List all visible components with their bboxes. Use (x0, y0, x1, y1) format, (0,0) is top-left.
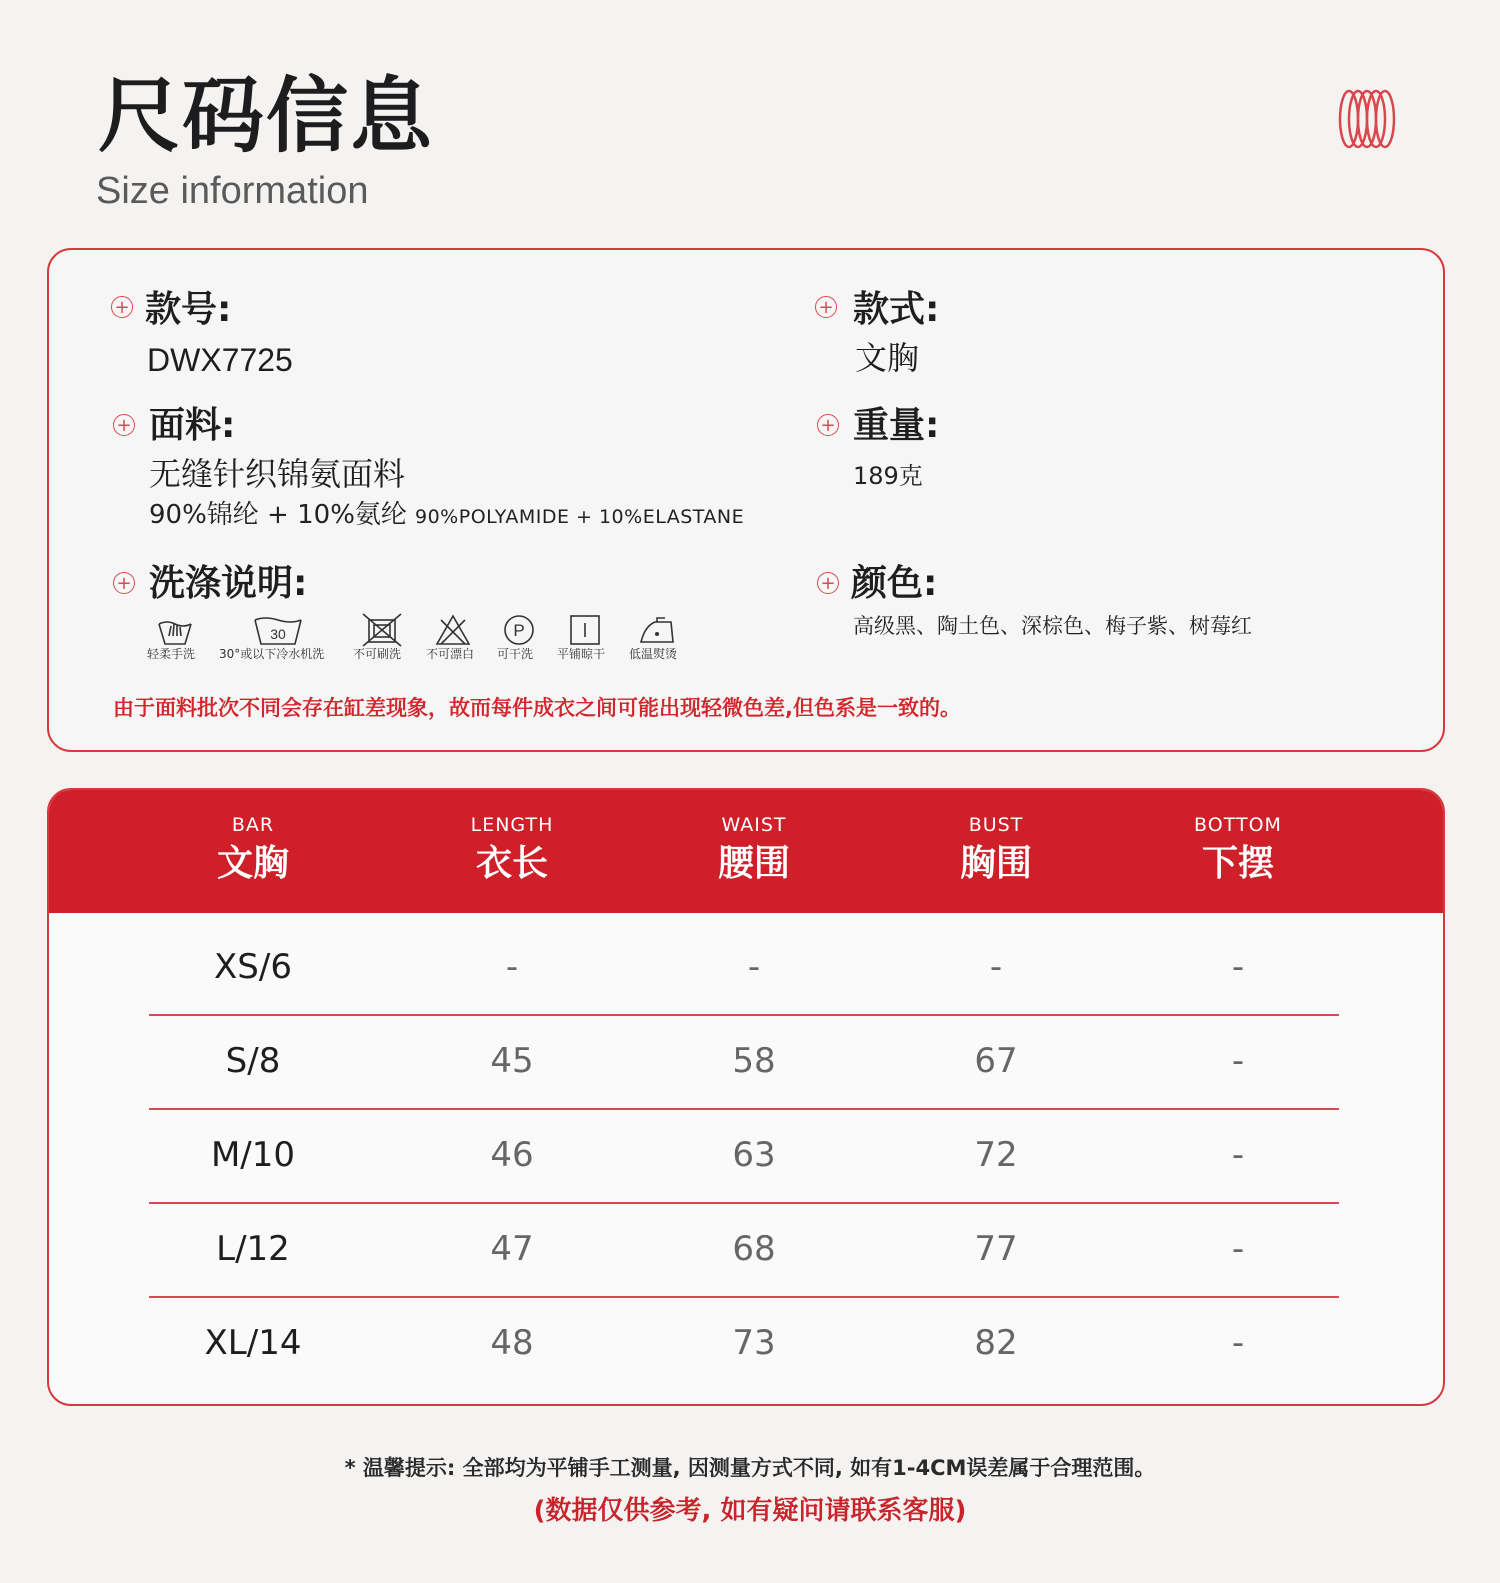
care-label: 低温熨烫 (629, 647, 678, 661)
table-row: L/12 47 68 77 - (216, 1229, 1245, 1269)
no-brush-icon (359, 612, 405, 648)
page-title: 尺码信息 (98, 69, 435, 164)
reference-disclaimer: (数据仅供参考, 如有疑问请联系客服) (533, 1496, 967, 1526)
care-label: 可干洗 (497, 647, 534, 661)
rings-logo-icon (1335, 88, 1399, 150)
plus-icon: + (817, 414, 839, 436)
color-value: 高级黑、陶土色、深棕色、梅子紫、树莓红 (853, 614, 1252, 638)
measurement-tip: * 温馨提示: 全部均为平铺手工测量, 因测量方式不同, 如有1-4CM误差属于合理范围。 (344, 1456, 1156, 1480)
fabric-value: 无缝针织锦氨面料 (149, 455, 406, 493)
care-label: 平铺晾干 (557, 647, 606, 661)
type-label: 款式: (853, 289, 940, 330)
plus-icon: + (817, 572, 839, 594)
svg-text:P: P (513, 621, 525, 640)
fabric-ratio-cn: 90%锦纶 + 10%氨纶 (149, 500, 407, 530)
wash-label: 洗涤说明: (149, 563, 308, 604)
plus-icon: + (815, 296, 837, 318)
fabric-label: 面料: (149, 405, 236, 446)
dry-clean-icon (499, 612, 539, 648)
plus-icon: + (111, 296, 133, 318)
care-label: 不可漂白 (426, 647, 475, 661)
page-subtitle: Size information (96, 170, 369, 212)
color-difference-note: 由于面料批次不同会存在缸差现象，故而每件成衣之间可能出现轻微色差,但色系是一致的。 (113, 696, 961, 720)
table-row: M/10 46 63 72 - (210, 1135, 1245, 1175)
table-row: S/8 45 58 67 - (225, 1041, 1245, 1081)
care-label: 轻柔手洗 (147, 647, 196, 661)
plus-icon: + (113, 414, 135, 436)
svg-text:30: 30 (270, 626, 286, 642)
table-header: BAR 文胸 LENGTH 衣长 WAIST 腰围 BUST 胸围 BOTTOM 下摆 (49, 790, 1443, 913)
care-label: 30°或以下冷水机洗 (219, 647, 325, 661)
product-info-card (47, 248, 1445, 752)
plus-icon: + (113, 572, 135, 594)
style-no-label: 款号: (145, 289, 232, 330)
no-bleach-icon (433, 612, 473, 648)
table-row: XS/6 - - - - (214, 947, 1245, 987)
weight-value: 189克 (853, 462, 923, 490)
table-row: XL/14 48 73 82 - (204, 1323, 1245, 1363)
size-table (47, 788, 1445, 1406)
type-value: 文胸 (855, 339, 920, 377)
weight-label: 重量: (853, 405, 940, 446)
fabric-ratio-en: 90%POLYAMIDE + 10%ELASTANE (415, 506, 745, 528)
machine-wash-30-icon (251, 612, 305, 648)
hand-wash-icon (155, 614, 195, 650)
low-iron-icon (637, 612, 677, 648)
style-no-value: DWX7725 (147, 342, 293, 378)
dry-flat-icon (565, 612, 605, 648)
color-label: 颜色: (851, 563, 938, 604)
care-label: 不可刷洗 (353, 647, 402, 661)
